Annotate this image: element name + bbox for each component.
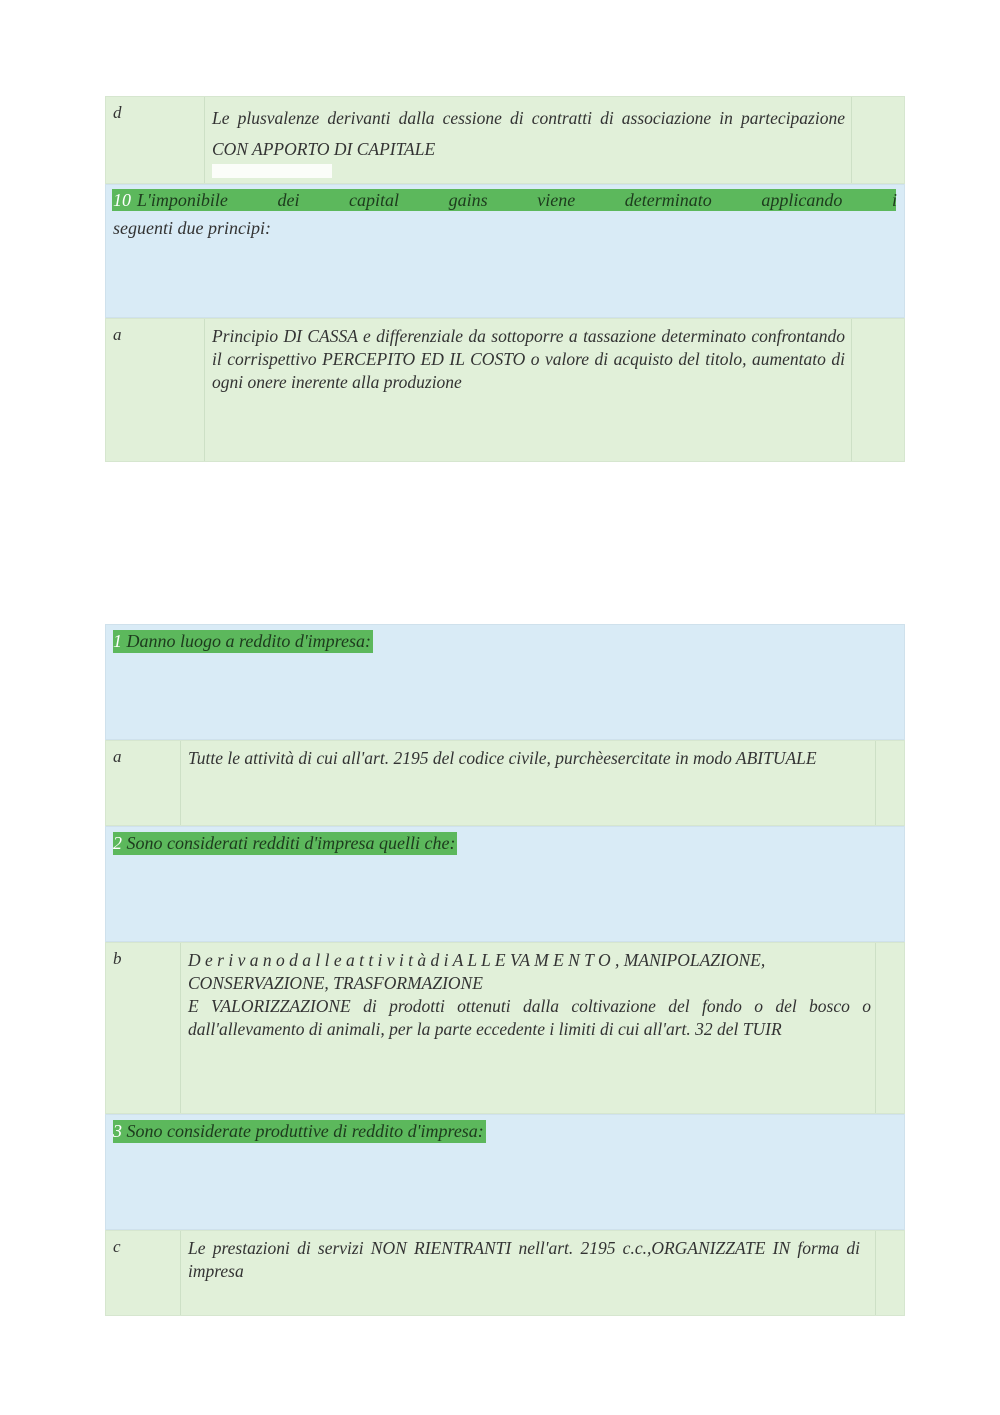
option-text-cell (180, 741, 876, 825)
answer-row-a-top (105, 318, 905, 462)
question-number: 3 (113, 1121, 122, 1141)
option-text-cell (204, 319, 852, 461)
question-text: Danno luogo a reddito d'impresa: (126, 631, 372, 651)
option-letter: b (113, 949, 122, 968)
question-title (113, 833, 457, 854)
question-number: 2 (113, 833, 122, 853)
option-text: Le prestazioni di servizi NON RIENTRANTI nell'art. 2195 c.c.,ORGANIZZATE IN forma di impresa (188, 1238, 860, 1281)
option-text: Principio DI CASSA e differenziale da sottoporre a tassazione determinato confrontando il corrispettivo PERCEPITO ED IL COSTO o valore di acquisto del titolo, aumentato di ogni onere inerente alla produzione (212, 326, 845, 392)
question-text: Sono considerati redditi d'impresa quelli che: (126, 833, 456, 853)
option-text: Tutte le attività di cui all'art. 2195 del codice civile, purchèesercitate in modo ABITUALE (188, 748, 817, 768)
question-3 (105, 1114, 905, 1230)
question-10 (105, 184, 905, 318)
question-1 (105, 624, 905, 740)
blank-field (212, 164, 332, 178)
option-letter: a (113, 747, 122, 766)
question-text: Sono considerate produttive di reddito d'impresa: (126, 1121, 484, 1141)
question-text-line2: seguenti due principi: (113, 218, 271, 238)
question-2 (105, 826, 905, 942)
answer-row-a (105, 740, 905, 826)
answer-row-b (105, 942, 905, 1114)
option-text (188, 949, 871, 1041)
option-text-line1: D e r i v a n o d a l l e a t t i v i t à d i A L L E VA M E N T O , MANIPOLAZIONE, (188, 950, 766, 970)
question-number: 10 (113, 190, 131, 210)
question-text: L'imponibile dei capital gains viene determinato applicando i (137, 190, 897, 210)
question-title (113, 1121, 486, 1142)
option-text-rest: E VALORIZZAZIONE di prodotti ottenuti dalla coltivazione del fondo o del bosco o dall'allevamento di animali, per la parte eccedente i limiti di cui all'art. 32 del TUIR (188, 996, 871, 1039)
option-text: Le plusvalenze derivanti dalla cessione di contratti di associazione in partecipazione CON APPORTO DI CAPITALE (212, 108, 845, 159)
answer-row-c (105, 1230, 905, 1316)
option-letter: c (113, 1237, 121, 1256)
answer-row-d (105, 96, 905, 184)
option-letter: d (113, 103, 122, 122)
option-text-cell (204, 97, 852, 183)
question-text-line1 (113, 187, 897, 213)
question-title (113, 631, 373, 652)
option-letter: a (113, 325, 122, 344)
option-text-cell (180, 943, 876, 1113)
option-text-cell (180, 1231, 876, 1315)
option-text-line2: CONSERVAZIONE, TRASFORMAZIONE (188, 973, 483, 993)
question-number: 1 (113, 631, 122, 651)
